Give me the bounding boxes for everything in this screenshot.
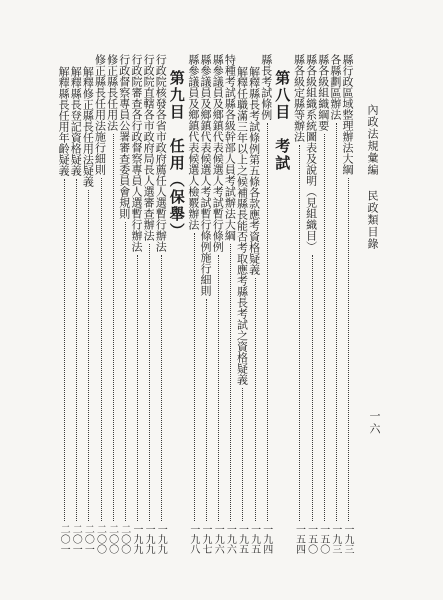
toc-entry — [94, 54, 106, 554]
toc-entry — [318, 54, 330, 554]
toc-entry-page: 一五四 — [293, 524, 305, 554]
section-heading-text: 第九目 任用（保舉） — [167, 70, 186, 240]
toc-entry-page: 一九六 — [224, 524, 236, 554]
toc-entry — [224, 54, 236, 554]
toc-entry-title: 修正縣長任用法施行細則 — [93, 54, 107, 175]
dot-leader — [324, 134, 325, 521]
toc-entry-title: 行政院核發各省市政府薦任人選暫行辦法 — [154, 54, 168, 252]
toc-entry-page: 二〇一 — [70, 524, 82, 554]
toc-entry — [58, 54, 70, 554]
toc-entry-title: 行政院直轄各市政府局長人選審查辦法 — [142, 54, 156, 241]
toc-entry — [188, 54, 200, 554]
toc-entry — [330, 54, 342, 554]
header-right-text: 民政類目錄 — [366, 190, 379, 250]
section-heading-text: 第八目 考試 — [273, 70, 292, 172]
dot-leader — [113, 134, 114, 521]
dot-leader — [336, 123, 337, 521]
toc-entry-title: 縣參議員及鄉鎮代表候選人考試暫行條例 — [211, 54, 225, 252]
toc-entry — [305, 54, 317, 554]
dot-leader — [242, 388, 243, 521]
dot-leader — [88, 190, 89, 521]
toc-entry-title: 縣各級組織綱要 — [316, 54, 330, 131]
toc-entry — [200, 54, 212, 554]
toc-entry-title: 解釋縣長登記資格疑義 — [69, 66, 83, 176]
toc-entry-page: 一九四 — [260, 524, 272, 554]
toc-entry — [70, 54, 82, 554]
toc-entry — [131, 54, 143, 554]
dot-leader — [255, 278, 256, 521]
dot-leader — [267, 123, 268, 521]
toc-entry-title: 特種考試縣各級幹部人員考試辦法大綱 — [223, 54, 237, 241]
toc-entry-title: 縣各級組織系統圖表及說明（見組織目） — [304, 54, 318, 252]
toc-entry-title: 縣長考試條例 — [259, 54, 273, 120]
toc-entry-page: 二〇〇 — [118, 524, 130, 554]
section-heading — [167, 54, 188, 554]
dot-leader — [101, 178, 102, 521]
toc-entry-page: 一五〇 — [305, 524, 317, 554]
toc-entry-page: 一九九 — [143, 524, 155, 554]
toc-entry-page: 一九九 — [130, 524, 142, 554]
toc-entry-page: 一九五 — [248, 524, 260, 554]
section-heading — [273, 54, 294, 554]
dot-leader — [137, 255, 138, 521]
toc-entry — [107, 54, 119, 554]
dot-leader — [76, 179, 77, 521]
toc-entry — [293, 54, 305, 554]
toc-entry — [261, 54, 273, 554]
toc-entry — [143, 54, 155, 554]
toc-entry-title: 修正縣長任用法 — [105, 54, 119, 131]
toc-entry-title: 縣各級定縣等辦法 — [292, 54, 306, 142]
toc-entry-page: 一五〇 — [317, 524, 329, 554]
dot-leader — [218, 255, 219, 521]
dot-leader — [161, 255, 162, 521]
toc-entry-title: 縣參議員及鄉鎮代表候選人檢覈辦法 — [186, 54, 200, 230]
toc-entry-page: 一九三 — [342, 524, 353, 554]
toc-entry-page: 二〇一 — [58, 524, 70, 554]
page-number: 一六 — [368, 410, 381, 436]
header-left-text: 內政法規彙編 — [366, 104, 379, 176]
toc-entry-title: 解釋縣長考試條例第五條各款應考資格疑義 — [247, 66, 261, 275]
toc-entry-title: 解釋修正縣長任用法疑義 — [81, 66, 95, 187]
toc-entry-title: 解釋縣長任用年齡疑義 — [57, 66, 71, 176]
toc-entry-page: 一九八 — [187, 524, 199, 554]
dot-leader — [348, 178, 349, 521]
toc-entry-page: 一九三 — [329, 524, 341, 554]
dot-leader — [230, 244, 231, 521]
toc-entry-title: 縣行政區域整理辦法大綱 — [341, 54, 354, 175]
toc-entry — [212, 54, 224, 554]
toc-entry — [342, 54, 354, 554]
toc-entry-page: 二〇一 — [82, 524, 94, 554]
toc-entry — [248, 54, 260, 554]
toc-entry — [155, 54, 167, 554]
toc-entry — [236, 54, 248, 554]
toc-entry — [119, 54, 131, 554]
table-of-contents — [58, 54, 354, 554]
dot-leader — [149, 244, 150, 521]
dot-leader — [299, 145, 300, 521]
toc-entry-page: 一九五 — [236, 524, 248, 554]
toc-entry-title: 行政督察專員公署審查委員會規則 — [117, 54, 131, 219]
dot-leader — [125, 222, 126, 521]
toc-entry-page: 一九七 — [200, 524, 212, 554]
toc-entry — [82, 54, 94, 554]
toc-entry-title: 各縣劃區辦法 — [328, 54, 342, 120]
toc-entry-title: 縣參議員及鄉鎮代表候選人考試暫行條例施行細則 — [199, 54, 213, 296]
toc-entry-page: 一九六 — [212, 524, 224, 554]
dot-leader — [64, 179, 65, 521]
toc-entry-page: 一九九 — [155, 524, 167, 554]
toc-entry-title: 解釋任職滿三年以上之候補縣長能否考取應考縣長考試之資格疑義 — [235, 66, 249, 385]
toc-entry-page: 二〇〇 — [106, 524, 118, 554]
toc-entry-page: 二〇〇 — [94, 524, 106, 554]
running-header — [366, 104, 378, 250]
dot-leader — [194, 233, 195, 521]
toc-entry-title: 行政院審查各行政督察專員人選暫行辦法 — [129, 54, 143, 252]
dot-leader — [312, 255, 313, 521]
dot-leader — [206, 299, 207, 521]
